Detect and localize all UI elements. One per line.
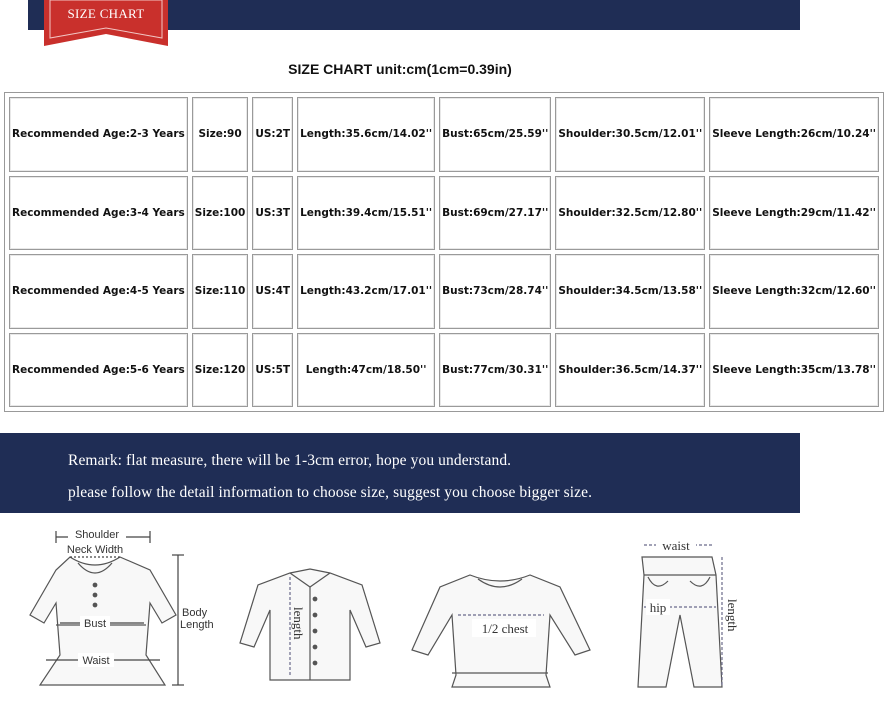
size-chart-badge: SIZE CHART — [67, 6, 145, 21]
chart-title: SIZE CHART unit:cm(1cm=0.39in) — [288, 61, 512, 77]
size-cell: Size:120 — [192, 333, 249, 408]
bust-label: Bust — [83, 618, 107, 630]
shirt-length-label: length — [291, 607, 306, 640]
sleeve-length-cell: Sleeve Length:32cm/12.60'' — [709, 254, 879, 329]
shoulder-cell: Shoulder:32.5cm/12.80'' — [555, 176, 705, 251]
sleeve-length-cell: Sleeve Length:29cm/11.42'' — [709, 176, 879, 251]
size-cell: Size:100 — [192, 176, 249, 251]
bust-cell: Bust:73cm/28.74'' — [439, 254, 551, 329]
us-size-cell: US:4T — [252, 254, 293, 329]
size-cell: Size:90 — [192, 97, 249, 172]
sleeve-length-cell: Sleeve Length:26cm/10.24'' — [709, 97, 879, 172]
neck-width-label: Neck Width — [66, 544, 124, 556]
shoulder-cell: Shoulder:36.5cm/14.37'' — [555, 333, 705, 408]
table-row — [9, 254, 879, 329]
body-length-label-bottom: Length — [180, 619, 214, 631]
shoulder-cell: Shoulder:30.5cm/12.01'' — [555, 97, 705, 172]
bust-cell: Bust:69cm/27.17'' — [439, 176, 551, 251]
table-row — [9, 333, 879, 408]
length-cell: Length:43.2cm/17.01'' — [297, 254, 435, 329]
bust-cell: Bust:65cm/25.59'' — [439, 97, 551, 172]
shirt-diagram — [240, 569, 380, 680]
table-row — [9, 97, 879, 172]
pants-hip-label: hip — [649, 600, 667, 615]
age-cell: Recommended Age:3-4 Years — [9, 176, 188, 251]
length-cell: Length:39.4cm/15.51'' — [297, 176, 435, 251]
sleeve-length-cell: Sleeve Length:35cm/13.78'' — [709, 333, 879, 408]
bust-cell: Bust:77cm/30.31'' — [439, 333, 551, 408]
remark-banner — [0, 433, 800, 513]
table-row — [9, 176, 879, 251]
remark-text: Remark: flat measure, there will be 1-3cm error, hope you understand. — [68, 452, 512, 469]
pants-waist-label: waist — [662, 538, 690, 553]
length-cell: Length:47cm/18.50'' — [297, 333, 435, 408]
size-table — [4, 92, 884, 412]
length-cell: Length:35.6cm/14.02'' — [297, 97, 435, 172]
measurement-diagrams-svg — [0, 515, 800, 701]
shoulder-cell: Shoulder:34.5cm/13.58'' — [555, 254, 705, 329]
shoulder-label: Shoulder — [74, 529, 120, 541]
us-size-cell: US:5T — [252, 333, 293, 408]
measurement-diagrams — [0, 515, 800, 701]
size-cell: Size:110 — [192, 254, 249, 329]
pants-length-label: length — [725, 599, 740, 632]
pants-diagram — [638, 545, 722, 687]
us-size-cell: US:3T — [252, 176, 293, 251]
us-size-cell: US:2T — [252, 97, 293, 172]
chest-label: 1/2 chest — [481, 621, 529, 636]
age-cell: Recommended Age:2-3 Years — [9, 97, 188, 172]
remark-advice-text: please follow the detail information to choose size, suggest you choose bigger size. — [68, 484, 593, 501]
age-cell: Recommended Age:5-6 Years — [9, 333, 188, 408]
waist-label: Waist — [82, 655, 110, 667]
age-cell: Recommended Age:4-5 Years — [9, 254, 188, 329]
body-length-label-top: Body — [182, 607, 208, 619]
